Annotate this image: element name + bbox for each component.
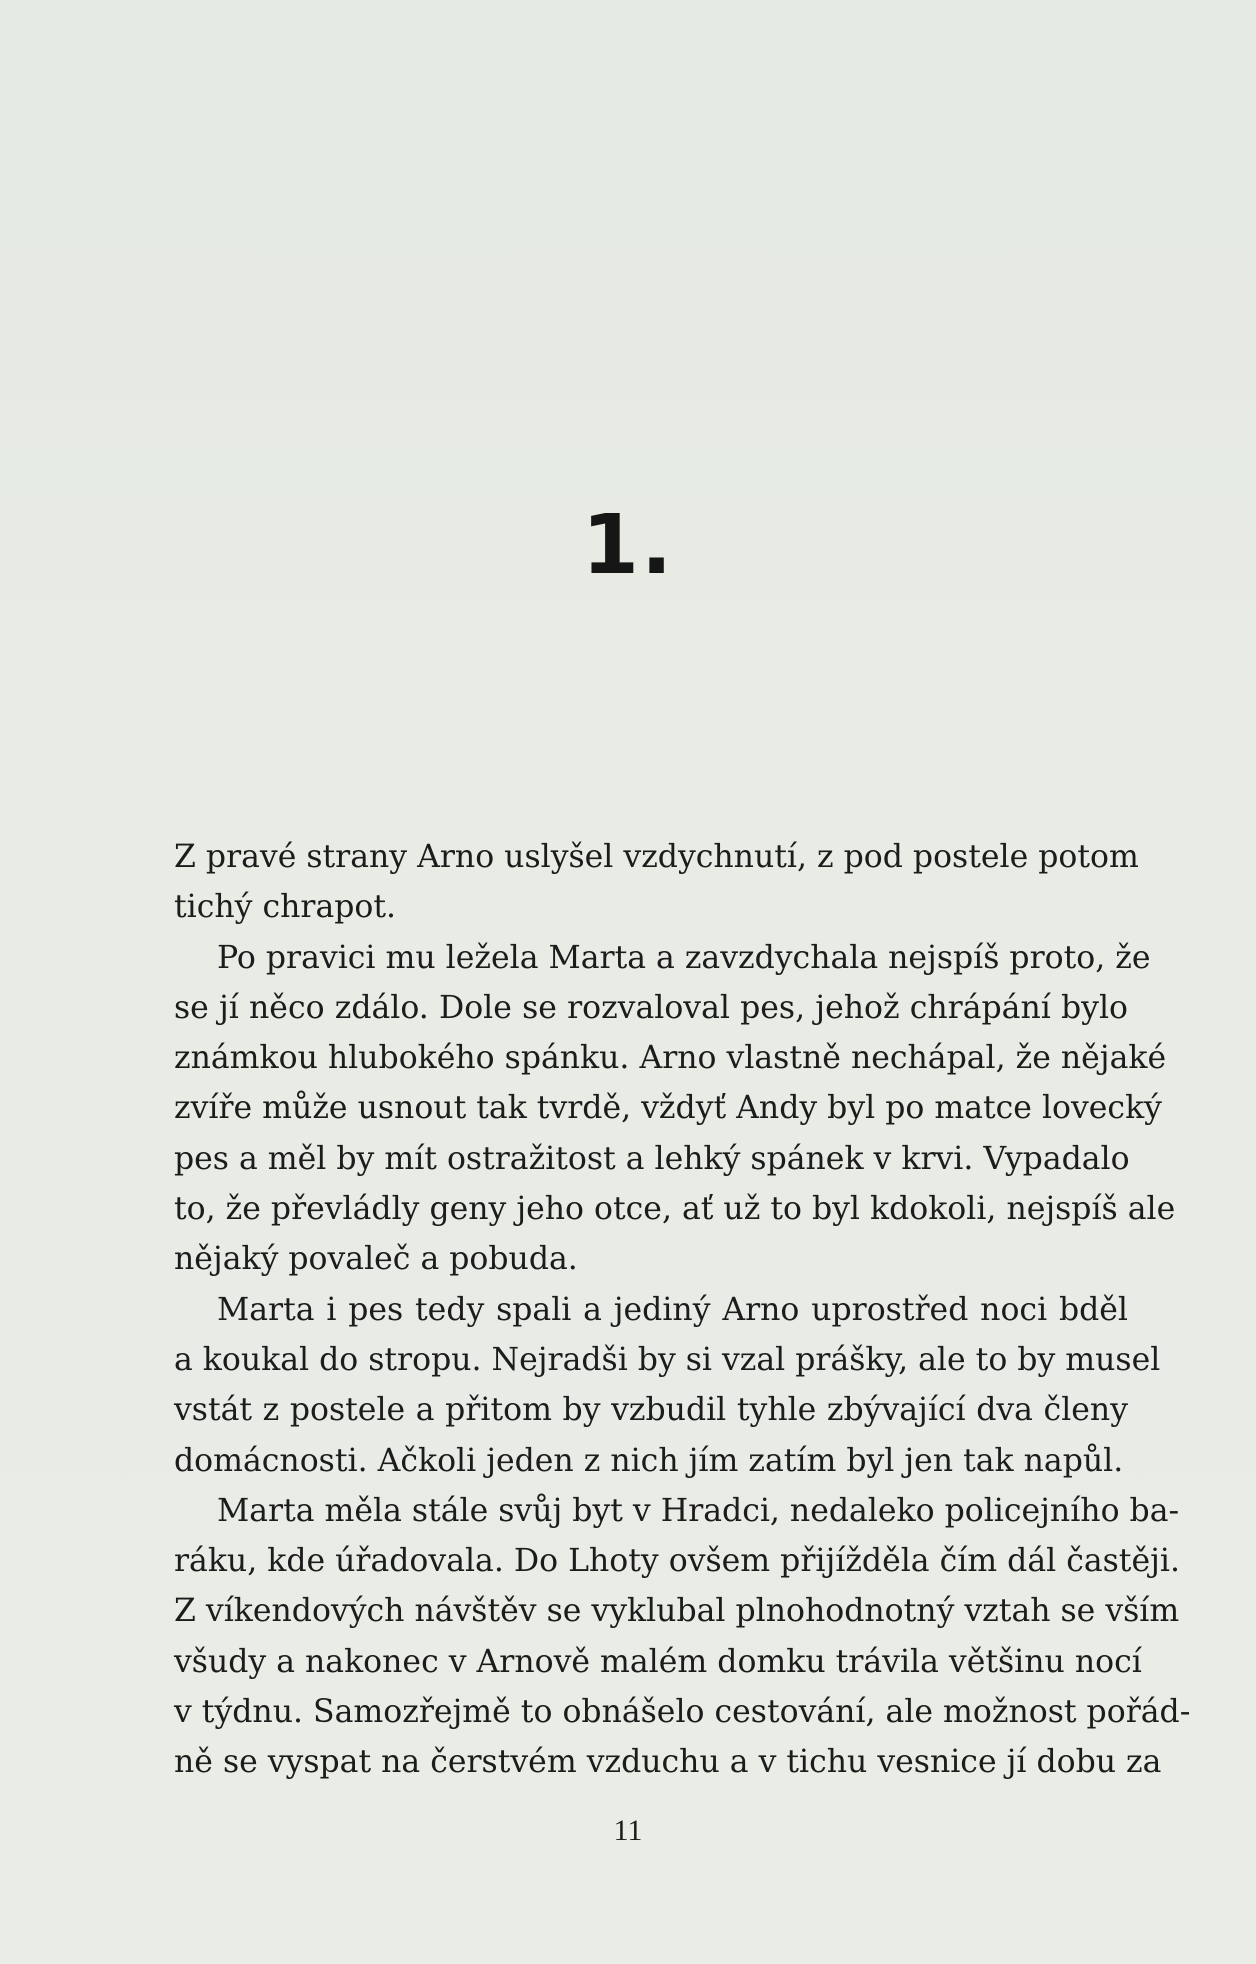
text-line: Marta i pes tedy spali a jediný Arno uprostřed noci bděl — [217, 1291, 1128, 1328]
page-number: 11 — [613, 1814, 643, 1847]
text-line: v týdnu. Samozřejmě to obnášelo cestování, ale možnost pořád- — [174, 1694, 1191, 1731]
text-line: nějaký povaleč a pobuda. — [174, 1241, 578, 1278]
text-line: Po pravici mu ležela Marta a zavzdychala nejspíš proto, že — [217, 939, 1151, 976]
text-line: známkou hlubokého spánku. Arno vlastně nechápal, že nějaké — [174, 1040, 1167, 1077]
text-line: Marta měla stále svůj byt v Hradci, nedaleko policejního ba- — [217, 1492, 1180, 1529]
text-line: se jí něco zdálo. Dole se rozvaloval pes, jehož chrápání bylo — [174, 989, 1128, 1026]
text-line: Z pravé strany Arno uslyšel vzdychnutí, z pod postele potom — [174, 839, 1139, 875]
text-line: a koukal do stropu. Nejradši by si vzal prášky, ale to by musel — [174, 1341, 1161, 1378]
text-line: zvíře může usnout tak tvrdě, vždyť Andy byl po matce lovecký — [174, 1090, 1162, 1127]
text-line: pes a měl by mít ostražitost a lehký spánek v krvi. Vypadalo — [174, 1140, 1130, 1177]
text-line: všudy a nakonec v Arnově malém domku trávila většinu nocí — [174, 1643, 1142, 1680]
text-line: ně se vyspat na čerstvém vzduchu a v tichu vesnice jí dobu za — [174, 1744, 1162, 1781]
text-line: domácnosti. Ačkoli jeden z nich jím zatím byl jen tak napůl. — [174, 1442, 1124, 1479]
chapter-number: 1. — [581, 498, 675, 593]
text-line: to, že převládly geny jeho otce, ať už to byl kdokoli, nejspíš ale — [174, 1191, 1176, 1228]
text-line: tichý chrapot. — [174, 889, 397, 926]
text-line: ráku, kde úřadovala. Do Lhoty ovšem přijížděla čím dál častěji. — [174, 1543, 1180, 1580]
text-line: Z víkendových návštěv se vyklubal plnohodnotný vztah se vším — [174, 1593, 1180, 1630]
body-text — [174, 832, 1191, 1788]
text-line: vstát z postele a přitom by vzbudil tyhle zbývající dva členy — [174, 1392, 1128, 1429]
